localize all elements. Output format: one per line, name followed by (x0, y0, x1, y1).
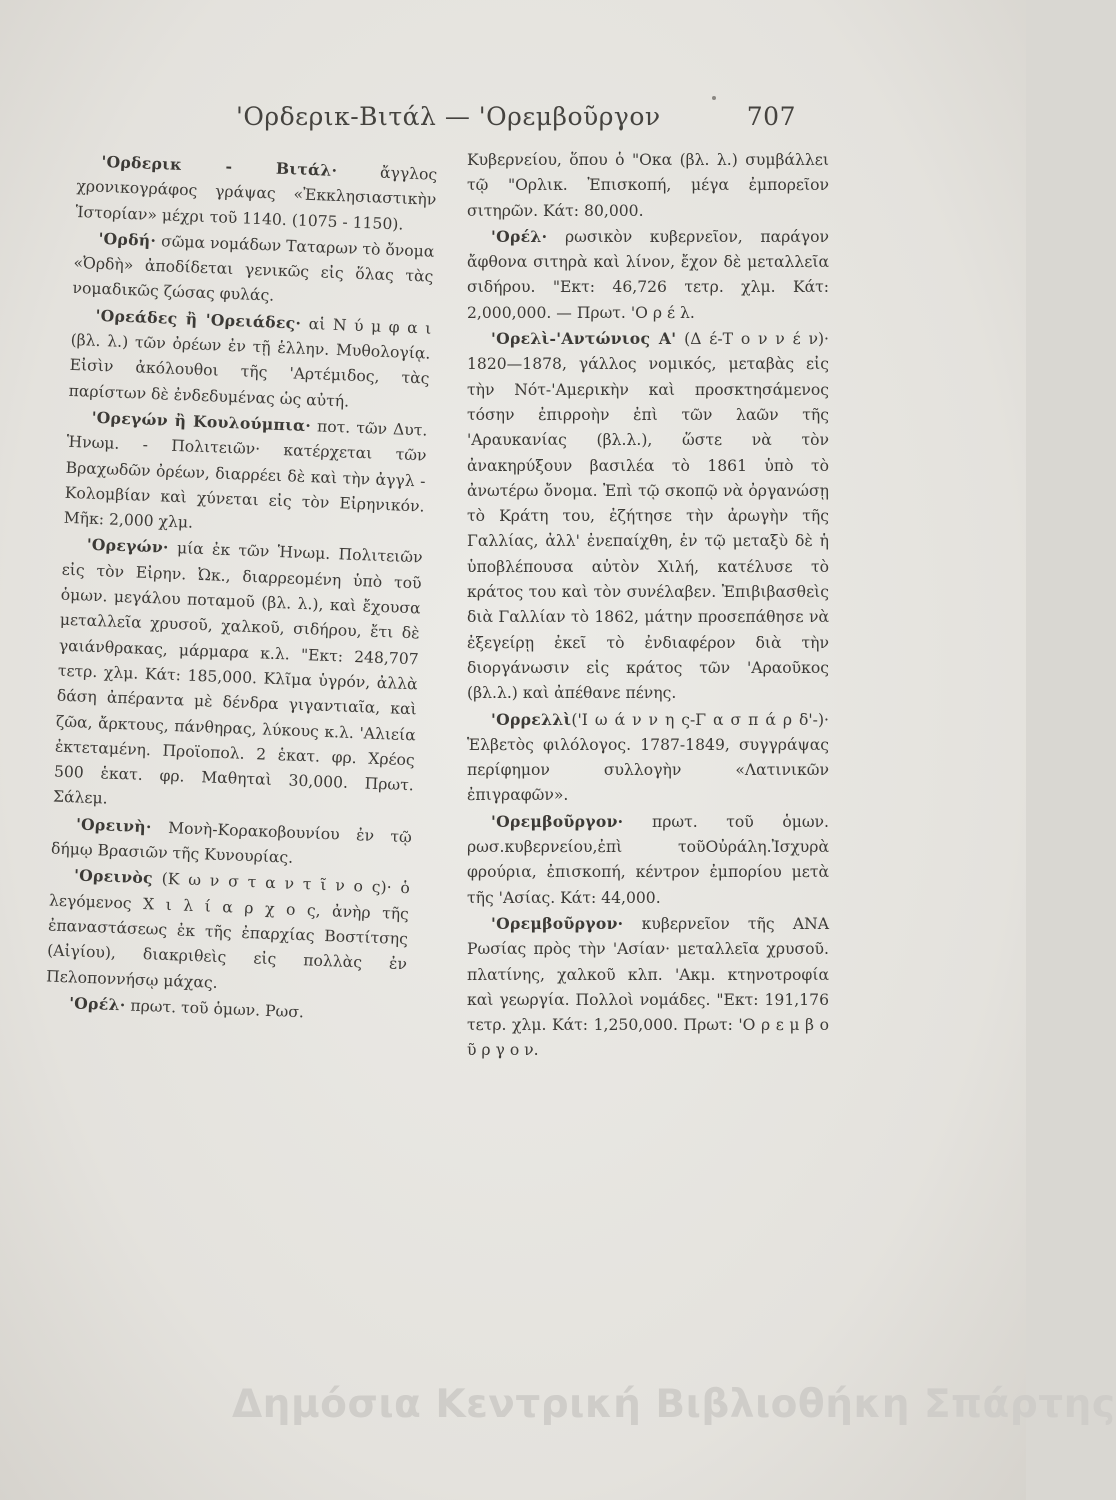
entry-headword: 'Ορρελλὶ (491, 709, 572, 729)
entry-headword: 'Ορεινὴ· (75, 814, 153, 837)
entry-headword: 'Ορεγών· (86, 535, 170, 558)
entry-headword: 'Ορεάδες ἢ 'Ορειάδες· (95, 305, 302, 333)
entry-headword: 'Ορέλ· (68, 993, 126, 1015)
dictionary-entry (467, 911, 829, 1064)
dictionary-entry (53, 531, 423, 824)
entry-text: (Δ έ-Τ ο ν ν έ ν)· 1820—1878, γάλλος νομικός, μεταβὰς εἰς τὴν Νότ-'Αμερικὴν καὶ προσκτησάμενος τόσην ἐπιρροὴν ἐπὶ τῶν λαῶν τῆς 'Αραυκανίας (βλ.λ.), ὥστε νὰ τὸν ἀνακηρύξουν βασιλέα τὸ 1861 ὑπὸ τὸ ἀνωτέρω ὄνομα. Ἐπὶ τῷ σκοπῷ νὰ ὀργανώσῃ τὸ Κράτη του, ἐζήτησε τὴν ἀρωγὴν τῆς Γαλλίας, ἀλλ' ἐνεπαίχθη, ἐν τῷ μεταξὺ δὲ ἡ ὑποβλέπουσα αὐτὸν Χιλή, κατέλυσε τὸ κράτος του καὶ τὸν συνέλαβεν. Ἐπιβιβασθεὶς διὰ Γαλλίαν τὸ 1862, μάτην προσεπάθησε νὰ ἐξεγείρῃ ἐκεῖ τὸ ἐνδιαφέρον διὰ τὴν διοργάνωσιν εἰς κράτος τῶν 'Αραοῦκος (βλ.λ.) καὶ ἀπέθανε πένης. (467, 330, 829, 703)
entry-text: ρωσικὸν κυβερνεῖον, παράγον ἄφθονα σιτηρὰ καὶ λίνον, ἔχον δὲ μεταλλεῖα σιδήρου. "Εκτ: 46,726 τετρ. χλμ. Κάτ: 2,000,000. — Πρωτ. 'Ο ρ έ λ. (467, 227, 829, 322)
entry-text: (Κ ω ν σ τ α ν τ ῖ ν ο ς)· ὁ λεγόμενος Χ ι λ ί α ρ χ ο ς, ἀνὴρ τῆς ἐπαναστάσεως ἐκ τῆς ἐπαρχίας Βοστίτσης (Αἰγίου), διακριθεὶς εἰς πολλὰς ἐν Πελοποννήσῳ μάχας. (45, 869, 411, 992)
dictionary-entry (467, 326, 829, 706)
entry-text: ποτ. τῶν Δυτ. Ἡνωμ. - Πολιτειῶν· κατέρχεται τῶν Βραχωδῶν ὀρέων, διαρρέει δὲ καὶ τὴν ἀγγλ - Κολομβίαν καὶ χύνεται εἰς τὸν Εἰρηνικόν. Μῆκ: 2,000 χλμ. (63, 417, 428, 532)
dictionary-entry (68, 302, 432, 418)
entry-headword: 'Ορέλ· (491, 226, 548, 246)
right-column (467, 148, 829, 1064)
ink-speck (712, 96, 716, 100)
entry-text: ('Ι ω ά ν ν η ς-Γ α σ π ά ρ δ'-)· Ἑλβετὸς φιλόλογος. 1787-1849, συγγράψας περίφημον συλλογὴν «Λατινικῶν ἐπιγραφῶν». (467, 710, 829, 805)
dictionary-entry (467, 809, 829, 911)
dictionary-entry (63, 404, 428, 545)
left-column (45, 148, 438, 1029)
entry-text: πρωτ. τοῦ ὁμων. Ρωσ. (125, 996, 305, 1022)
dictionary-entry (467, 224, 829, 326)
entry-headword: 'Ορδερικ - Βιτάλ· (101, 151, 338, 180)
dictionary-entry (46, 862, 411, 1003)
library-watermark: Δημόσια Κεντρική Βιβλιοθήκη Σπάρτης (232, 1382, 1116, 1427)
entry-text: μία ἐκ τῶν Ἡνωμ. Πολιτειῶν εἰς τὸν Εἰρην. Ὠκ., διαρρεομένη ὑπὸ τοῦ ὁμων. μεγάλου ποταμοῦ (βλ. λ.), καὶ ἔχουσα μεταλλεῖα χρυσοῦ, χαλκοῦ, σιδήρου, ἔτι δὲ γαιάνθρακας, μάρμαρα κ.λ. "Εκτ: 248,707 τετρ. χλμ. Κάτ: 185,000. Κλῖμα ὑγρόν, ἀλλὰ δάση ἀπέραντα μὲ δένδρα γιγαντιαῖα, καὶ ζῶα, ἄρκτους, πάνθηρας, λύκους κ.λ. 'Αλιεία ἐκτεταμένη. Προϊοπολ. 2 ἑκατ. φρ. Χρέος 500 ἑκατ. φρ. Μαθηταὶ 30,000. Πρωτ. Σάλεμ. (52, 539, 423, 809)
entry-text: σῶμα νομάδων Ταταρων τὸ ὄνομα «Ὀρδὴ» ἀποδίδεται γενικῶς εἰς ὅλας τὰς νομαδικῶς ζώσας φυλάς. (72, 231, 435, 306)
entry-headword: 'Ορεινὸς (73, 865, 154, 888)
entry-text: ἄγγλος χρονικογράφος γράψας «Ἐκκλησιαστικὴν Ἱστορίαν» μέχρι τοῦ 1140. (1075 - 1150). (75, 161, 438, 234)
entry-headword: 'Ορδή· (98, 228, 157, 250)
page-header (236, 102, 796, 138)
dictionary-entry (75, 148, 438, 239)
entry-headword: 'Ορελὶ-'Αντώνιος Α' (491, 329, 677, 349)
entry-text: αἱ Ν ύ μ φ α ι (βλ. λ.) τῶν ὀρέων ἐν τῇ ἑλλην. Μυθολογίᾳ. Εἰσὶν ἀκόλουθοι τῆς 'Αρτέμιδος, τὰς παρίστων δὲ ἐνδεδυμένας ὡς αὐτή. (68, 314, 432, 411)
dictionary-entry (467, 707, 829, 809)
dictionary-entry (72, 225, 435, 316)
entry-text: Κυβερνείου, ὅπου ὁ "Οκα (βλ. λ.) συμβάλλει τῷ "Ορλικ. Ἐπισκοπή, μέγα ἐμπορεῖον σιτηρῶν. Κάτ: 80,000. (467, 151, 829, 220)
entry-headword: 'Ορεγών ἢ Κουλούμπια· (91, 407, 312, 436)
entry-headword: 'Ορεμβοῦργον· (491, 913, 624, 933)
entry-text: κυβερνεῖον τῆς ΑΝΑ Ρωσίας πρὸς τὴν 'Ασίαν· μεταλλεῖα χρυσοῦ. πλατίνης, χαλκοῦ κλπ. 'Ακμ. κτηνοτροφία καὶ γεωργία. Πολλοὶ νομάδες. "Εκτ: 191,176 τετρ. χλμ. Κάτ: 1,250,000. Πρωτ: 'Ο ρ ε μ β ο ῦ ρ γ ο ν. (467, 914, 829, 1060)
running-title: 'Ορδερικ-Βιτάλ — 'Ορεμβοῦργον (236, 102, 661, 131)
dictionary-entry-continued (467, 148, 829, 224)
entry-text: πρωτ. τοῦ ὁμων. ρωσ.κυβερνείου,ἐπὶ τοῦΟὐράλη.Ἰσχυρὰ φρούρια, ἐπισκοπή, κέντρον ἐμπορίου μετὰ τῆς 'Ασίας. Κάτ: 44,000. (467, 812, 829, 907)
entry-headword: 'Ορεμβοῦργον· (491, 811, 624, 831)
page-number: 707 (746, 102, 796, 131)
entry-text: Μονὴ-Κορακοβουνίου ἐν τῷ δήμῳ Βρασιῶν τῆς Κυνουρίας. (50, 818, 413, 867)
